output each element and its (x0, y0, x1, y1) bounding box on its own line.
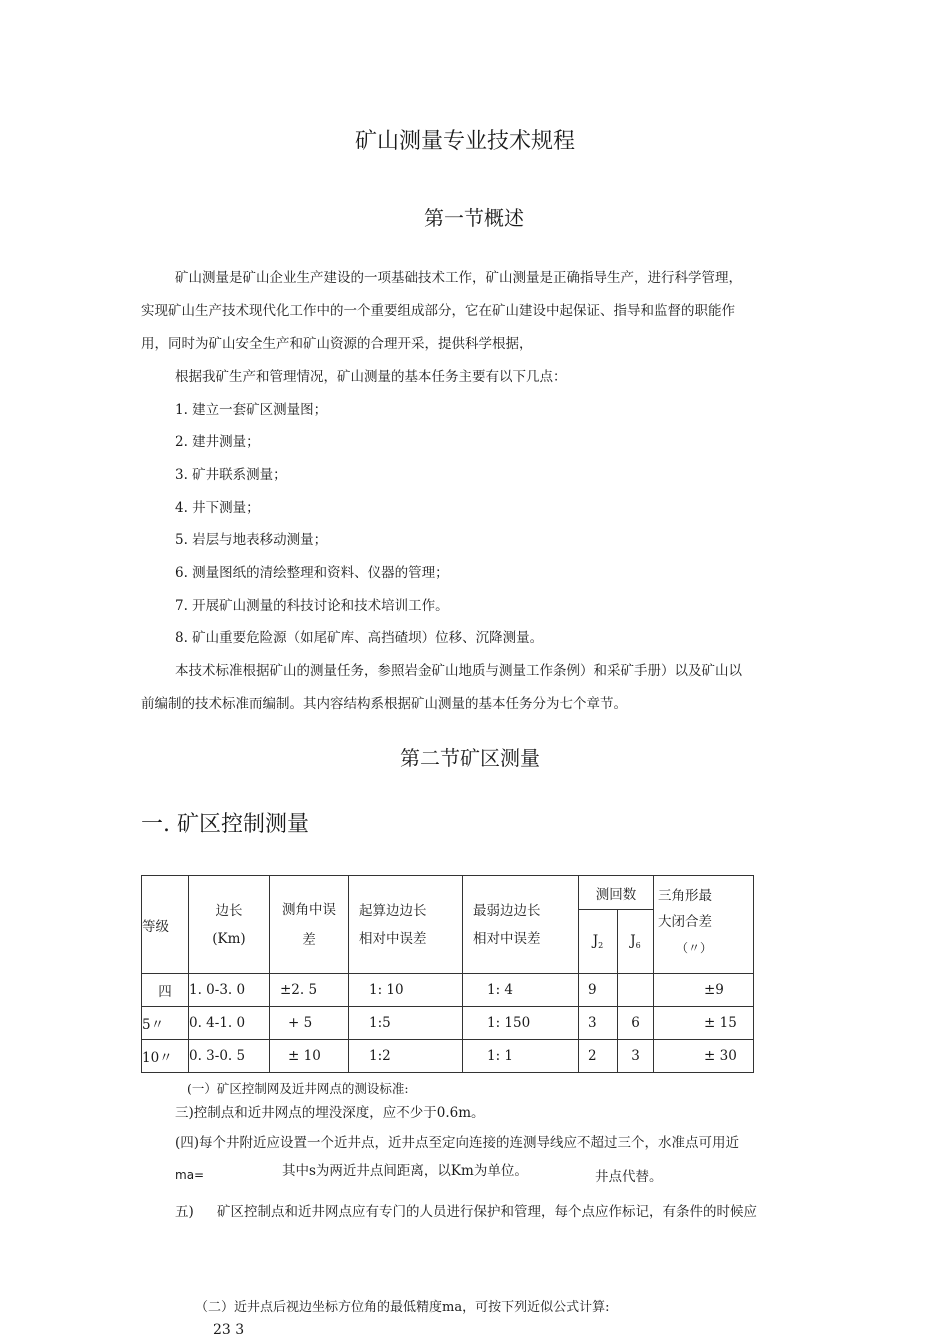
list-item: 2. 建井测量； (175, 434, 260, 450)
header-angle-error: 测角中误 差 (270, 876, 349, 974)
cell-j2: 9 (579, 974, 618, 1007)
list-item: 4. 井下测量； (175, 500, 260, 516)
note-line: 矿区控制点和近井网点应有专门的人员进行保护和管理，每个点应作标记，有条件的时候应 (217, 1204, 757, 1220)
cell-j2: 2 (579, 1040, 618, 1073)
control-survey-table (141, 875, 754, 1073)
cell-j6: 6 (618, 1007, 654, 1040)
paragraph-line: 实现矿山生产技术现代化工作中的一个重要组成部分，它在矿山建设中起保证、指导和监督的职能作 (141, 303, 735, 319)
cell-weak: 1: 150 (463, 1007, 579, 1040)
cell-weak: 1: 4 (463, 974, 579, 1007)
cell-side: 1. 0-3. 0 (189, 974, 270, 1007)
cell-weak: 1: 1 (463, 1040, 579, 1073)
paragraph-line: 本技术标准根据矿山的测量任务，参照岩金矿山地质与测量工作条例）和采矿手册）以及矿山以 (175, 663, 742, 679)
section-heading: 第二节矿区测量 (400, 746, 540, 770)
header-rounds: 测回数 (579, 876, 654, 910)
header-side-length: 边长 (Km) (189, 876, 270, 974)
header-start-side-error: 起算边边长 相对中误差 (349, 876, 463, 974)
header-grade: 等级 (142, 876, 189, 974)
note-line: (四)每个井附近应设置一个近井点，近井点至定向连接的连测导线应不超过三个，水准点可用近 (175, 1135, 740, 1151)
header-j2: $J_2$ (579, 910, 618, 974)
table-row (142, 1007, 754, 1040)
cell-closure: ±9 (654, 974, 754, 1007)
cell-angle: + 5 (270, 1007, 349, 1040)
table-row (142, 974, 754, 1007)
cell-closure: ± 15 (654, 1007, 754, 1040)
list-item: 7. 开展矿山测量的科技讨论和技术培训工作。 (175, 598, 449, 614)
cell-angle: ±2. 5 (270, 974, 349, 1007)
cell-side: 0. 3-0. 5 (189, 1040, 270, 1073)
cell-grade: 四 (142, 974, 189, 1007)
document-title: 矿山测量专业技术规程 (355, 129, 576, 154)
cell-angle: ± 10 (270, 1040, 349, 1073)
note-line: 其中s为两近井点间距离，以Km为单位。 (282, 1163, 528, 1179)
formula-number: 23 3 (213, 1322, 245, 1338)
note-line: 井点代替。 (595, 1169, 663, 1185)
cell-start: 1: 10 (349, 974, 463, 1007)
cell-side: 0. 4-1. 0 (189, 1007, 270, 1040)
formula-label: ma= (175, 1168, 205, 1182)
header-j6: $J_6$ (618, 910, 654, 974)
table-row (142, 1040, 754, 1073)
list-item: 3. 矿井联系测量； (175, 467, 287, 483)
paragraph-line: 根据我矿生产和管理情况，矿山测量的基本任务主要有以下几点： (175, 369, 567, 385)
note-line: (一）矿区控制网及近井网点的测设标准: (187, 1081, 409, 1096)
note-label: 五) (175, 1204, 194, 1220)
cell-start: 1:2 (349, 1040, 463, 1073)
cell-grade: 10〃 (142, 1040, 189, 1073)
list-item: 1. 建立一套矿区测量图； (175, 402, 328, 418)
paragraph-line: 矿山测量是矿山企业生产建设的一项基础技术工作，矿山测量是正确指导生产，进行科学管理， (175, 270, 742, 286)
section-heading: 第一节概述 (424, 206, 524, 230)
note-line: 三)控制点和近井网点的埋没深度，应不少于0.6m。 (175, 1105, 485, 1121)
cell-j6 (618, 974, 654, 1007)
cell-closure: ± 30 (654, 1040, 754, 1073)
paragraph-line: 用，同时为矿山安全生产和矿山资源的合理开采，提供科学根据， (141, 336, 533, 352)
list-item: 8. 矿山重要危险源（如尾矿库、高挡碴坝）位移、沉降测量。 (175, 630, 544, 646)
header-weak-side-error: 最弱边边长 相对中误差 (463, 876, 579, 974)
note-line: （二）近井点后视边坐标方位角的最低精度ma，可按下列近似公式计算: (195, 1300, 610, 1315)
paragraph-line: 前编制的技术标准而编制。其内容结构系根据矿山测量的基本任务分为七个章节。 (141, 696, 627, 712)
subsection-heading: 一. 矿区控制测量 (141, 812, 309, 837)
list-item: 6. 测量图纸的清绘整理和资料、仪器的管理； (175, 565, 449, 581)
cell-j2: 3 (579, 1007, 618, 1040)
cell-j6: 3 (618, 1040, 654, 1073)
cell-start: 1:5 (349, 1007, 463, 1040)
list-item: 5. 岩层与地表移动测量； (175, 532, 328, 548)
cell-grade: 5〃 (142, 1007, 189, 1040)
header-closure: 三角形最 大闭合差 （〃） (654, 876, 754, 974)
